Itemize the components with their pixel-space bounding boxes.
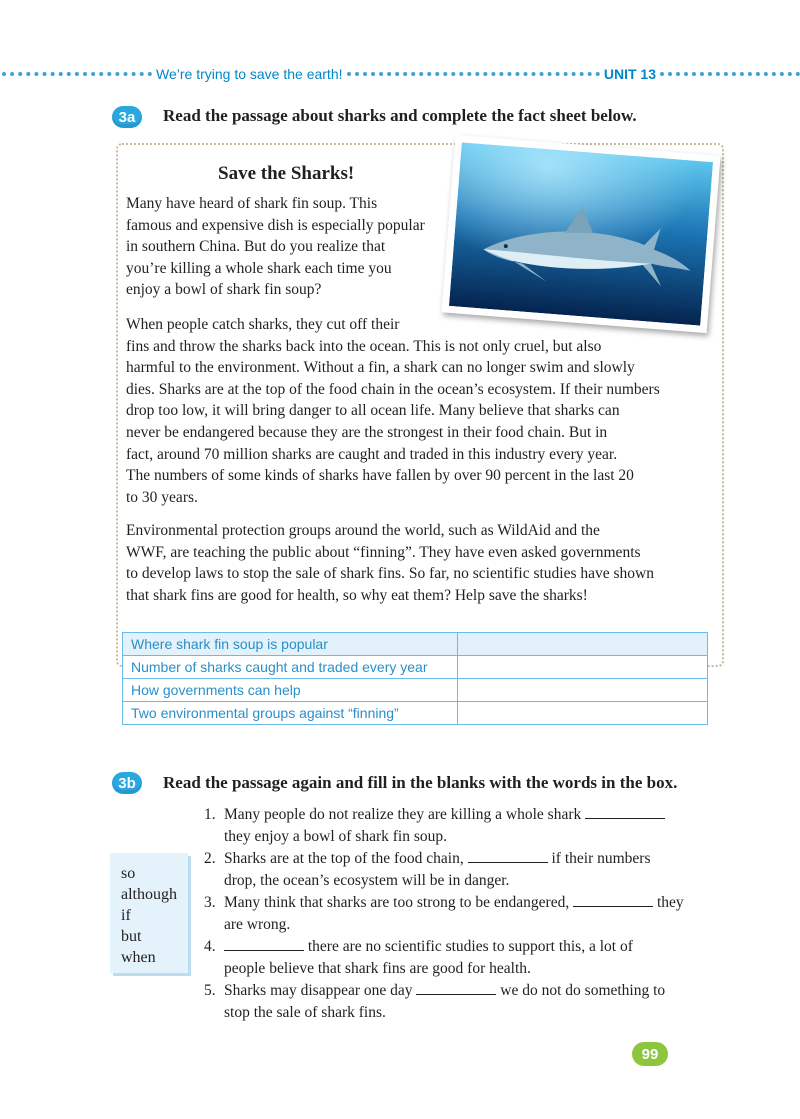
exercise-text: Many people do not realize they are killing a whole shark	[224, 806, 586, 823]
exercise-text: they	[653, 894, 684, 911]
fact-sheet-table	[122, 632, 708, 725]
activity-3a-badge: 3a	[112, 106, 142, 128]
exercise-line	[204, 914, 684, 936]
paragraph-line: to develop laws to stop the sale of shark fins. So far, no scientific studies have shown	[126, 565, 654, 583]
exercise-text: there are no scientific studies to support this, a lot of	[304, 938, 633, 955]
exercise-text: are wrong.	[224, 916, 291, 933]
activity-3b-instruction: Read the passage again and fill in the blanks with the words in the box.	[163, 773, 678, 792]
answer-blank[interactable]	[468, 849, 548, 863]
paragraph-line: Many have heard of shark fin soup. This	[126, 195, 378, 212]
word-box-item: when	[121, 949, 156, 966]
paragraph-line: to 30 years.	[126, 488, 198, 506]
exercise-item	[204, 936, 684, 980]
shark-illustration	[449, 142, 713, 325]
paragraph-line: dies. Sharks are at the top of the food chain in the ocean’s ecosystem. If their numbers	[126, 380, 660, 398]
activity-3a-instruction: Read the passage about sharks and complete the fact sheet below.	[163, 106, 637, 125]
fact-label: Two environmental groups against “finning”	[123, 702, 458, 725]
paragraph-line: The numbers of some kinds of sharks have fallen by over 90 percent in the last 20	[126, 467, 634, 485]
exercise-text: drop, the ocean’s ecosystem will be in danger.	[224, 872, 510, 889]
fact-row	[123, 702, 708, 725]
exercise-text: stop the sale of shark fins.	[224, 1004, 386, 1021]
exercise-text: Sharks are at the top of the food chain,	[224, 850, 468, 867]
shark-photo	[441, 135, 720, 333]
exercise-text: Many think that sharks are too strong to be endangered,	[224, 894, 574, 911]
exercise-item	[204, 980, 684, 1024]
paragraph-line: fins and throw the sharks back into the ocean. This is not only cruel, but also	[126, 337, 602, 355]
exercise-number: 3.	[204, 894, 216, 911]
exercise-line	[204, 936, 684, 958]
exercise-text: if their numbers	[547, 850, 651, 867]
paragraph-line: fact, around 70 million sharks are caught and traded in this industry every year.	[126, 445, 618, 463]
fact-label: Number of sharks caught and traded every year	[123, 656, 458, 679]
paragraph-2	[126, 314, 660, 508]
unit-header	[0, 62, 800, 86]
fact-label: How governments can help	[123, 679, 458, 702]
fact-label: Where shark fin soup is popular	[123, 633, 458, 656]
fact-row	[123, 679, 708, 702]
exercise-number: 1.	[204, 806, 216, 823]
word-box	[110, 853, 188, 973]
exercise-line	[204, 848, 684, 870]
word-box-item: but	[121, 928, 142, 945]
exercise-item	[204, 848, 684, 892]
paragraph-3	[126, 520, 654, 606]
fact-row	[123, 633, 708, 656]
activity-3b-badge: 3b	[112, 772, 142, 794]
exercise-text: Sharks may disappear one day	[224, 982, 417, 999]
header-dots-right	[660, 72, 800, 76]
answer-blank[interactable]	[573, 893, 653, 907]
answer-blank[interactable]	[416, 981, 496, 995]
exercise-text: they enjoy a bowl of shark fin soup.	[224, 828, 447, 845]
exercise-line	[204, 804, 684, 826]
paragraph-line: drop too low, it will bring danger to all ocean life. Many believe that sharks can	[126, 402, 620, 420]
word-box-item: so	[121, 865, 136, 882]
exercise-line	[204, 980, 684, 1002]
exercise-number: 5.	[204, 982, 216, 999]
paragraph-line: WWF, are teaching the public about “finning”. They have even asked governments	[126, 543, 641, 561]
exercise-list	[204, 804, 684, 1024]
header-dots-middle	[347, 72, 600, 76]
page-number: 99	[632, 1042, 668, 1066]
fact-answer-cell[interactable]	[458, 679, 708, 702]
exercise-line	[204, 826, 684, 848]
unit-label: UNIT 13	[603, 66, 656, 82]
paragraph-line: in southern China. But do you realize that	[126, 238, 386, 256]
unit-title: We’re trying to save the earth!	[156, 66, 343, 82]
exercise-number: 2.	[204, 850, 216, 867]
answer-blank[interactable]	[585, 805, 665, 819]
paragraph-line: you’re killing a whole shark each time you	[126, 259, 392, 277]
paragraph-line: harmful to the environment. Without a fin, a shark can no longer swim and slowly	[126, 359, 635, 377]
fact-answer-cell[interactable]	[458, 633, 708, 656]
exercise-number: 4.	[204, 938, 216, 955]
header-dots-left	[2, 72, 152, 76]
exercise-item	[204, 804, 684, 848]
exercise-line	[204, 958, 684, 980]
exercise-text: people believe that shark fins are good for health.	[224, 960, 531, 977]
passage-title: Save the Sharks!	[218, 163, 355, 184]
word-box-item: although	[121, 886, 177, 903]
exercise-line	[204, 870, 684, 892]
fact-answer-cell[interactable]	[458, 702, 708, 725]
paragraph-line: famous and expensive dish is especially popular	[126, 216, 425, 234]
exercise-item	[204, 892, 684, 936]
paragraph-line: When people catch sharks, they cut off their	[126, 316, 400, 333]
answer-blank[interactable]	[224, 937, 304, 951]
exercise-text: we do not do something to	[496, 982, 666, 999]
fact-answer-cell[interactable]	[458, 656, 708, 679]
fact-row	[123, 656, 708, 679]
paragraph-line: enjoy a bowl of shark fin soup?	[126, 281, 322, 299]
paragraph-line: Environmental protection groups around the world, such as WildAid and the	[126, 522, 600, 539]
word-box-item: if	[121, 907, 131, 924]
paragraph-line: that shark fins are good for health, so why eat them? Help save the sharks!	[126, 586, 588, 604]
exercise-line	[204, 1002, 684, 1024]
paragraph-1	[126, 193, 425, 301]
exercise-line	[204, 892, 684, 914]
paragraph-line: never be endangered because they are the strongest in their food chain. But in	[126, 423, 608, 441]
